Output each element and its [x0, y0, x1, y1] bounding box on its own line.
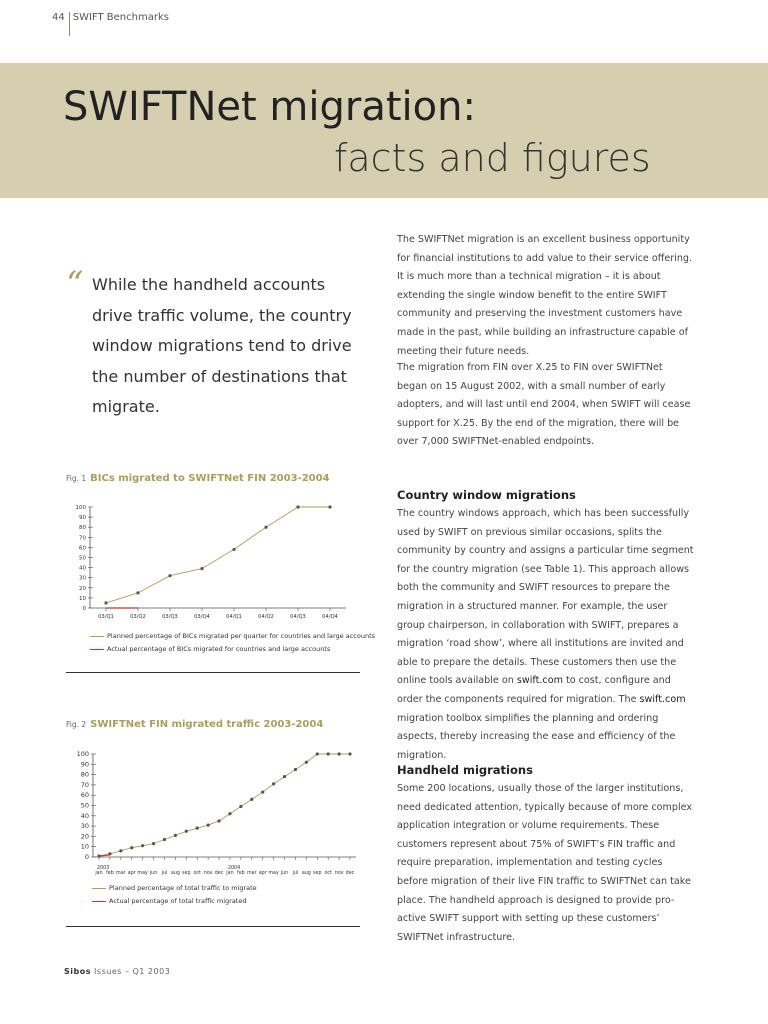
- legend-swatch-planned: [90, 636, 104, 637]
- planned-data-point: [294, 768, 297, 771]
- fig1-title: BICs migrated to SWIFTNet FIN 2003-2004: [90, 473, 330, 484]
- x-tick-label: 03/Q3: [162, 614, 178, 620]
- cw-text-c: migration toolbox simplifies the planning and ordering aspects, thereby increasing the ease and efficiency of the migration.: [397, 712, 676, 761]
- footer-brand: Sibos: [64, 967, 91, 976]
- handheld-text: Some 200 locations, usually those of the larger institutions, need dedicated attention, typically because of more complex application integration or volume requirements. These customers represent about 75% of SWIFT’s FIN traffic and require preparation, implementation and testing cycles before migration of their live FIN traffic to SWIFTNet can take place. The handheld approach is designed to provide pro-active SWIFT support with setting up these customers’ SWIFTNet infrastructure.: [397, 783, 693, 943]
- fig2-chart: [66, 748, 360, 880]
- planned-data-point: [232, 548, 235, 551]
- intro-paragraph-1: The SWIFTNet migration is an excellent business opportunity for financial institutions to add value to their service offering. It is much more than a technical migration – it is about extending the single window benefit to the entire SWIFT community and preserving the investment customers have made in the past, while building an infrastructure capable of meeting their future needs.: [397, 234, 693, 357]
- planned-data-point: [152, 842, 155, 845]
- x-tick-label: jul: [161, 871, 168, 876]
- y-tick-label: 90: [80, 760, 89, 769]
- y-tick-label: 0: [82, 606, 86, 612]
- handheld-heading: Handheld migrations: [397, 763, 533, 777]
- planned-data-point: [228, 812, 231, 815]
- x-tick-label: 04/Q3: [290, 614, 306, 620]
- page-title-line1: SWIFTNet migration:: [63, 84, 476, 130]
- planned-data-point: [200, 567, 203, 570]
- fig2-legend-planned: [92, 884, 257, 892]
- fig1-legend-actual-label: Actual percentage of BICs migrated for countries and large accounts: [107, 645, 331, 653]
- fig1-rule: [66, 672, 360, 673]
- page-number: 44: [52, 12, 70, 36]
- y-tick-label: 90: [79, 515, 86, 522]
- planned-data-point: [316, 752, 319, 755]
- y-tick-label: 10: [80, 842, 89, 851]
- x-tick-label: mar: [246, 871, 257, 876]
- swift-link-1[interactable]: swift.com: [516, 675, 563, 687]
- y-tick-label: 40: [80, 811, 89, 820]
- y-tick-label: 80: [79, 525, 86, 532]
- y-tick-label: 60: [79, 545, 86, 552]
- x-tick-label: oct: [193, 871, 201, 876]
- planned-data-point: [163, 838, 166, 841]
- x-tick-label: oct: [324, 871, 332, 876]
- fig1-legend-planned-label: Planned percentage of BICs migrated per quarter for countries and large accounts: [107, 632, 376, 640]
- x-tick-label: dec: [345, 871, 355, 876]
- fig1-chart: [66, 500, 360, 625]
- x-tick-label: mar: [116, 871, 126, 876]
- legend-swatch-actual: [92, 901, 106, 902]
- y-tick-label: 30: [80, 822, 89, 831]
- legend-swatch-actual: [90, 649, 104, 650]
- planned-data-point: [283, 775, 286, 778]
- pull-quote: While the handheld accounts drive traffic volume, the country window migrations tend to drive the number of destinations that migrate.: [92, 275, 352, 416]
- footer-issue: Issues – Q1 2003: [94, 967, 171, 976]
- planned-data-point: [141, 844, 144, 847]
- year-label: 2004: [227, 866, 241, 871]
- y-tick-label: 100: [75, 505, 86, 511]
- y-tick-label: 60: [80, 791, 89, 800]
- x-tick-label: jun: [149, 871, 158, 876]
- year-label: 2003: [97, 866, 110, 871]
- x-tick-label: feb: [237, 871, 245, 876]
- y-tick-label: 20: [79, 585, 86, 592]
- fig1-legend-actual: [90, 645, 330, 653]
- legend-swatch-planned: [92, 888, 106, 889]
- planned-series-line: [106, 507, 330, 603]
- y-tick-label: 70: [80, 780, 89, 789]
- country-window-heading: Country window migrations: [397, 488, 576, 502]
- planned-data-point: [250, 798, 253, 801]
- x-tick-label: 04/Q2: [258, 614, 274, 620]
- x-tick-label: apr: [127, 871, 136, 876]
- intro-paragraph-2: The migration from FIN over X.25 to FIN over SWIFTNet began on 15 August 2002, with a small number of early adopters, and will last until end 2004, when SWIFT will cease support for X.25. By the end of the migration, there will be over 7,000 SWIFTNet-enabled endpoints.: [397, 362, 691, 448]
- x-tick-label: sep: [182, 871, 191, 876]
- y-tick-label: 40: [79, 565, 86, 572]
- country-window-text: [397, 505, 695, 765]
- x-tick-label: 03/Q2: [130, 614, 146, 620]
- page-header: [52, 12, 169, 36]
- planned-data-point: [168, 574, 171, 577]
- planned-data-point: [119, 849, 122, 852]
- y-tick-label: 10: [79, 595, 86, 602]
- actual-series-line: [99, 855, 110, 856]
- fig2-legend-actual-label: Actual percentage of total traffic migrated: [109, 897, 247, 905]
- planned-data-point: [130, 846, 133, 849]
- planned-data-point: [348, 752, 351, 755]
- x-tick-label: nov: [334, 871, 344, 876]
- fig2-legend-actual: [92, 897, 246, 905]
- fig1-legend-planned: [90, 632, 375, 640]
- planned-data-point: [104, 601, 107, 604]
- y-tick-label: 70: [79, 535, 86, 542]
- x-tick-label: feb: [106, 871, 114, 876]
- y-tick-label: 50: [80, 801, 89, 810]
- x-tick-label: jun: [280, 871, 289, 876]
- quote-mark-icon: “: [66, 264, 84, 304]
- planned-data-point: [264, 526, 267, 529]
- x-tick-label: apr: [258, 871, 267, 876]
- x-tick-label: jan: [226, 871, 234, 876]
- x-tick-label: jul: [292, 871, 299, 876]
- x-tick-label: 03/Q4: [194, 614, 210, 620]
- planned-data-point: [272, 782, 275, 785]
- cw-text-b: to cost, configure and order the components required for migration. The: [397, 675, 671, 705]
- planned-data-point: [296, 505, 299, 508]
- y-tick-label: 20: [80, 832, 89, 841]
- fig1-label: Fig. 1: [66, 474, 87, 483]
- x-tick-label: nov: [203, 871, 213, 876]
- planned-data-point: [328, 505, 331, 508]
- swift-link-2[interactable]: swift.com: [639, 693, 686, 705]
- page-footer: [64, 967, 170, 976]
- x-tick-label: sep: [313, 871, 322, 876]
- x-tick-label: aug: [301, 871, 311, 876]
- planned-data-point: [217, 819, 220, 822]
- page-title-line2: facts and figures: [334, 136, 651, 180]
- planned-data-point: [185, 830, 188, 833]
- fig1-caption: [66, 473, 330, 484]
- x-tick-label: 03/Q1: [98, 614, 114, 620]
- planned-data-point: [305, 761, 308, 764]
- y-tick-label: 0: [84, 853, 89, 861]
- fig2-title: SWIFTNet FIN migrated traffic 2003-2004: [90, 719, 324, 730]
- x-tick-label: aug: [170, 871, 180, 876]
- x-tick-label: jan: [95, 871, 103, 876]
- planned-data-point: [207, 823, 210, 826]
- fig2-legend-planned-label: Planned percentage of total traffic to migrate: [109, 884, 257, 892]
- x-tick-label: may: [137, 871, 148, 876]
- x-tick-label: dec: [214, 871, 224, 876]
- x-tick-label: 04/Q4: [322, 614, 338, 620]
- fig2-caption: [66, 719, 323, 730]
- y-tick-label: 100: [76, 750, 89, 758]
- planned-data-point: [174, 834, 177, 837]
- planned-series-line: [99, 754, 350, 856]
- planned-data-point: [239, 805, 242, 808]
- x-tick-label: 04/Q1: [226, 614, 242, 620]
- planned-data-point: [136, 591, 139, 594]
- y-tick-label: 80: [80, 770, 89, 779]
- fig2-label: Fig. 2: [66, 720, 87, 729]
- planned-data-point: [261, 791, 264, 794]
- y-tick-label: 50: [79, 555, 86, 562]
- planned-data-point: [196, 827, 199, 830]
- planned-data-point: [327, 752, 330, 755]
- fig2-rule: [66, 926, 360, 927]
- cw-text-a: The country windows approach, which has been successfully used by SWIFT on previous similar occasions, splits the community by country and assigns a particular time segment for the country migration (see Table 1). This approach allows both the community and SWIFT resources to prepare the migration in a structured manner. For example, the user group chairperson, in collaboration with SWIFT, prepares a migration ‘road show’, where all institutions are invited and able to prepare the details. These customers then use the online tools available on: [397, 508, 694, 687]
- section-name: SWIFT Benchmarks: [72, 12, 169, 23]
- x-tick-label: may: [268, 871, 279, 876]
- y-tick-label: 30: [79, 575, 86, 582]
- planned-data-point: [337, 752, 340, 755]
